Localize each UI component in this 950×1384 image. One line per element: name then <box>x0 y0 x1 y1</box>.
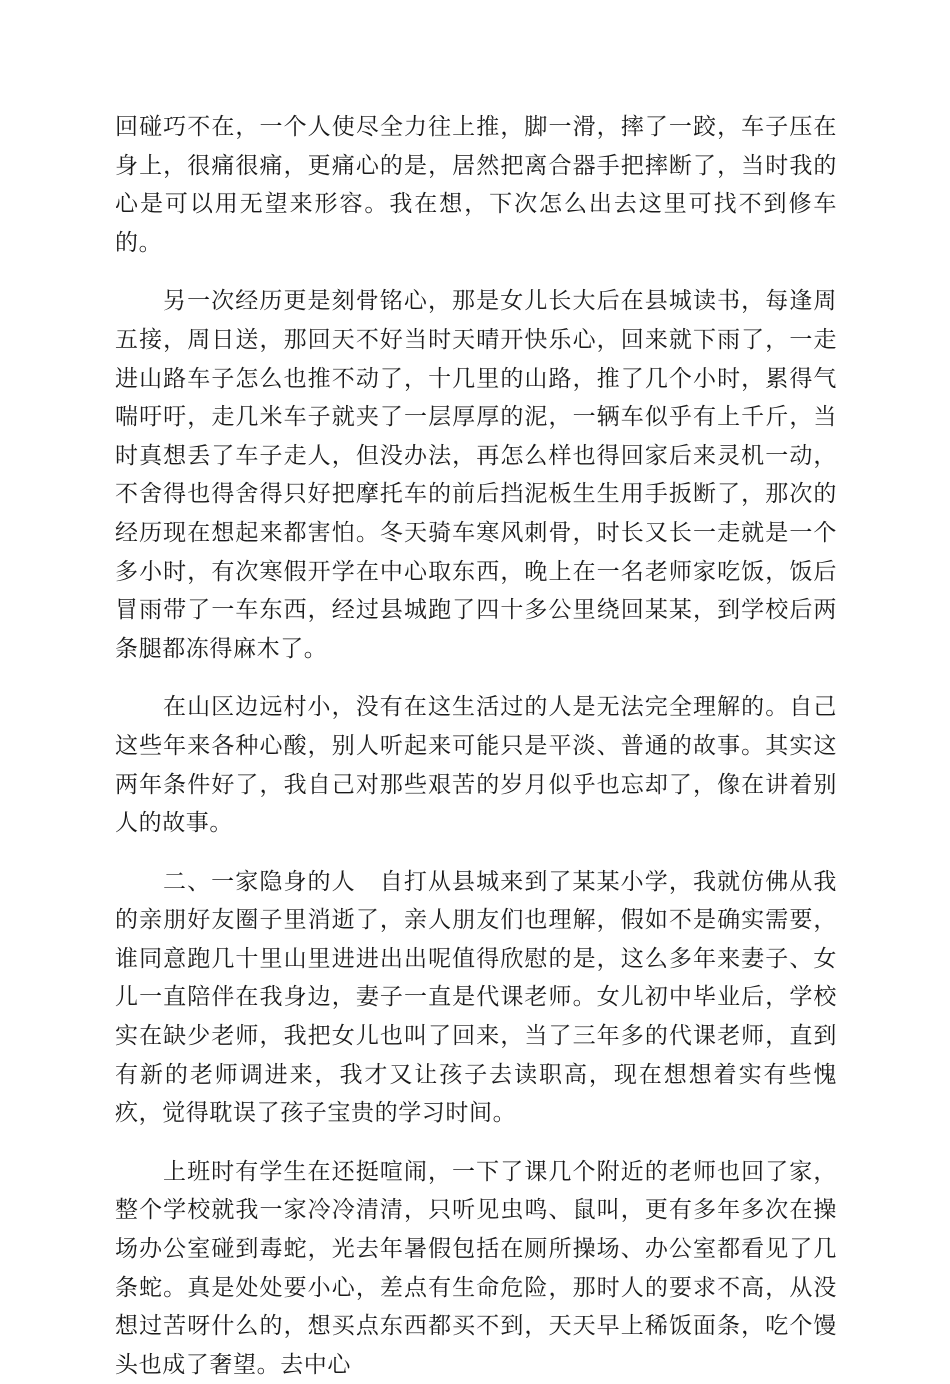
paragraph-gap <box>115 262 837 282</box>
paragraph-5: 上班时有学生在还挺喧闹，一下了课几个附近的老师也回了家，整个学校就我一家冷冷清清，只听见虫鸣、鼠叫，更有多年多次在操场办公室碰到毒蛇，光去年暑假包括在厕所操场、办公室都看见了几条蛇。真是处处要小心，差点有生命危险，那时人的要求不高，从没想过苦呀什么的，想买点东西都买不到，天天早上稀饭面条，吃个馒头也成了奢望。去中心 <box>115 1158 837 1378</box>
paragraph-4: 二、一家隐身的人 自打从县城来到了某某小学，我就仿佛从我的亲朋好友圈子里消逝了，亲人朋友们也理解，假如不是确实需要，谁同意跑几十里山里进进出出呢值得欣慰的是，这么多年来妻子、女儿一直陪伴在我身边，妻子一直是代课老师。女儿初中毕业后，学校实在缺少老师，我把女儿也叫了回来，当了三年多的代课老师，直到有新的老师调进来，我才又让孩子去读职高，现在想想着实有些愧疚，觉得耽误了孩子宝贵的学习时间。 <box>115 868 837 1127</box>
paragraph-2: 另一次经历更是刻骨铭心，那是女儿长大后在县城读书，每逢周五接，周日送，那回天不好当时天晴开快乐心，回来就下雨了，一走进山路车子怎么也推不动了，十几里的山路，推了几个小时，累得气喘吁吁，走几米车子就夹了一层厚厚的泥，一辆车似乎有上千斤，当时真想丢了车子走人，但没办法，再怎么样也得回家后来灵机一动，不舍得也得舍得只好把摩托车的前后挡泥板生生用手扳断了，那次的经历现在想起来都害怕。冬天骑车寒风刺骨，时长又长一走就是一个多小时，有次寒假开学在中心取东西，晚上在一名老师家吃饭，饭后冒雨带了一车东西，经过县城跑了四十多公里绕回某某，到学校后两条腿都冻得麻木了。 <box>115 288 837 662</box>
document-body <box>115 108 837 1384</box>
paragraph-1: 回碰巧不在，一个人使尽全力往上推，脚一滑，摔了一跤，车子压在身上，很痛很痛，更痛心的是，居然把离合器手把摔断了，当时我的心是可以用无望来形容。我在想，下次怎么出去这里可找不到修车的。 <box>115 114 837 256</box>
paragraph-3: 在山区边远村小，没有在这生活过的人是无法完全理解的。自己这些年来各种心酸，别人听起来可能只是平淡、普通的故事。其实这两年条件好了，我自己对那些艰苦的岁月似乎也忘却了，像在讲着别人的故事。 <box>115 694 837 837</box>
paragraph-gap <box>115 1133 837 1153</box>
paragraph-gap <box>115 668 837 688</box>
paragraph-gap <box>115 843 837 863</box>
